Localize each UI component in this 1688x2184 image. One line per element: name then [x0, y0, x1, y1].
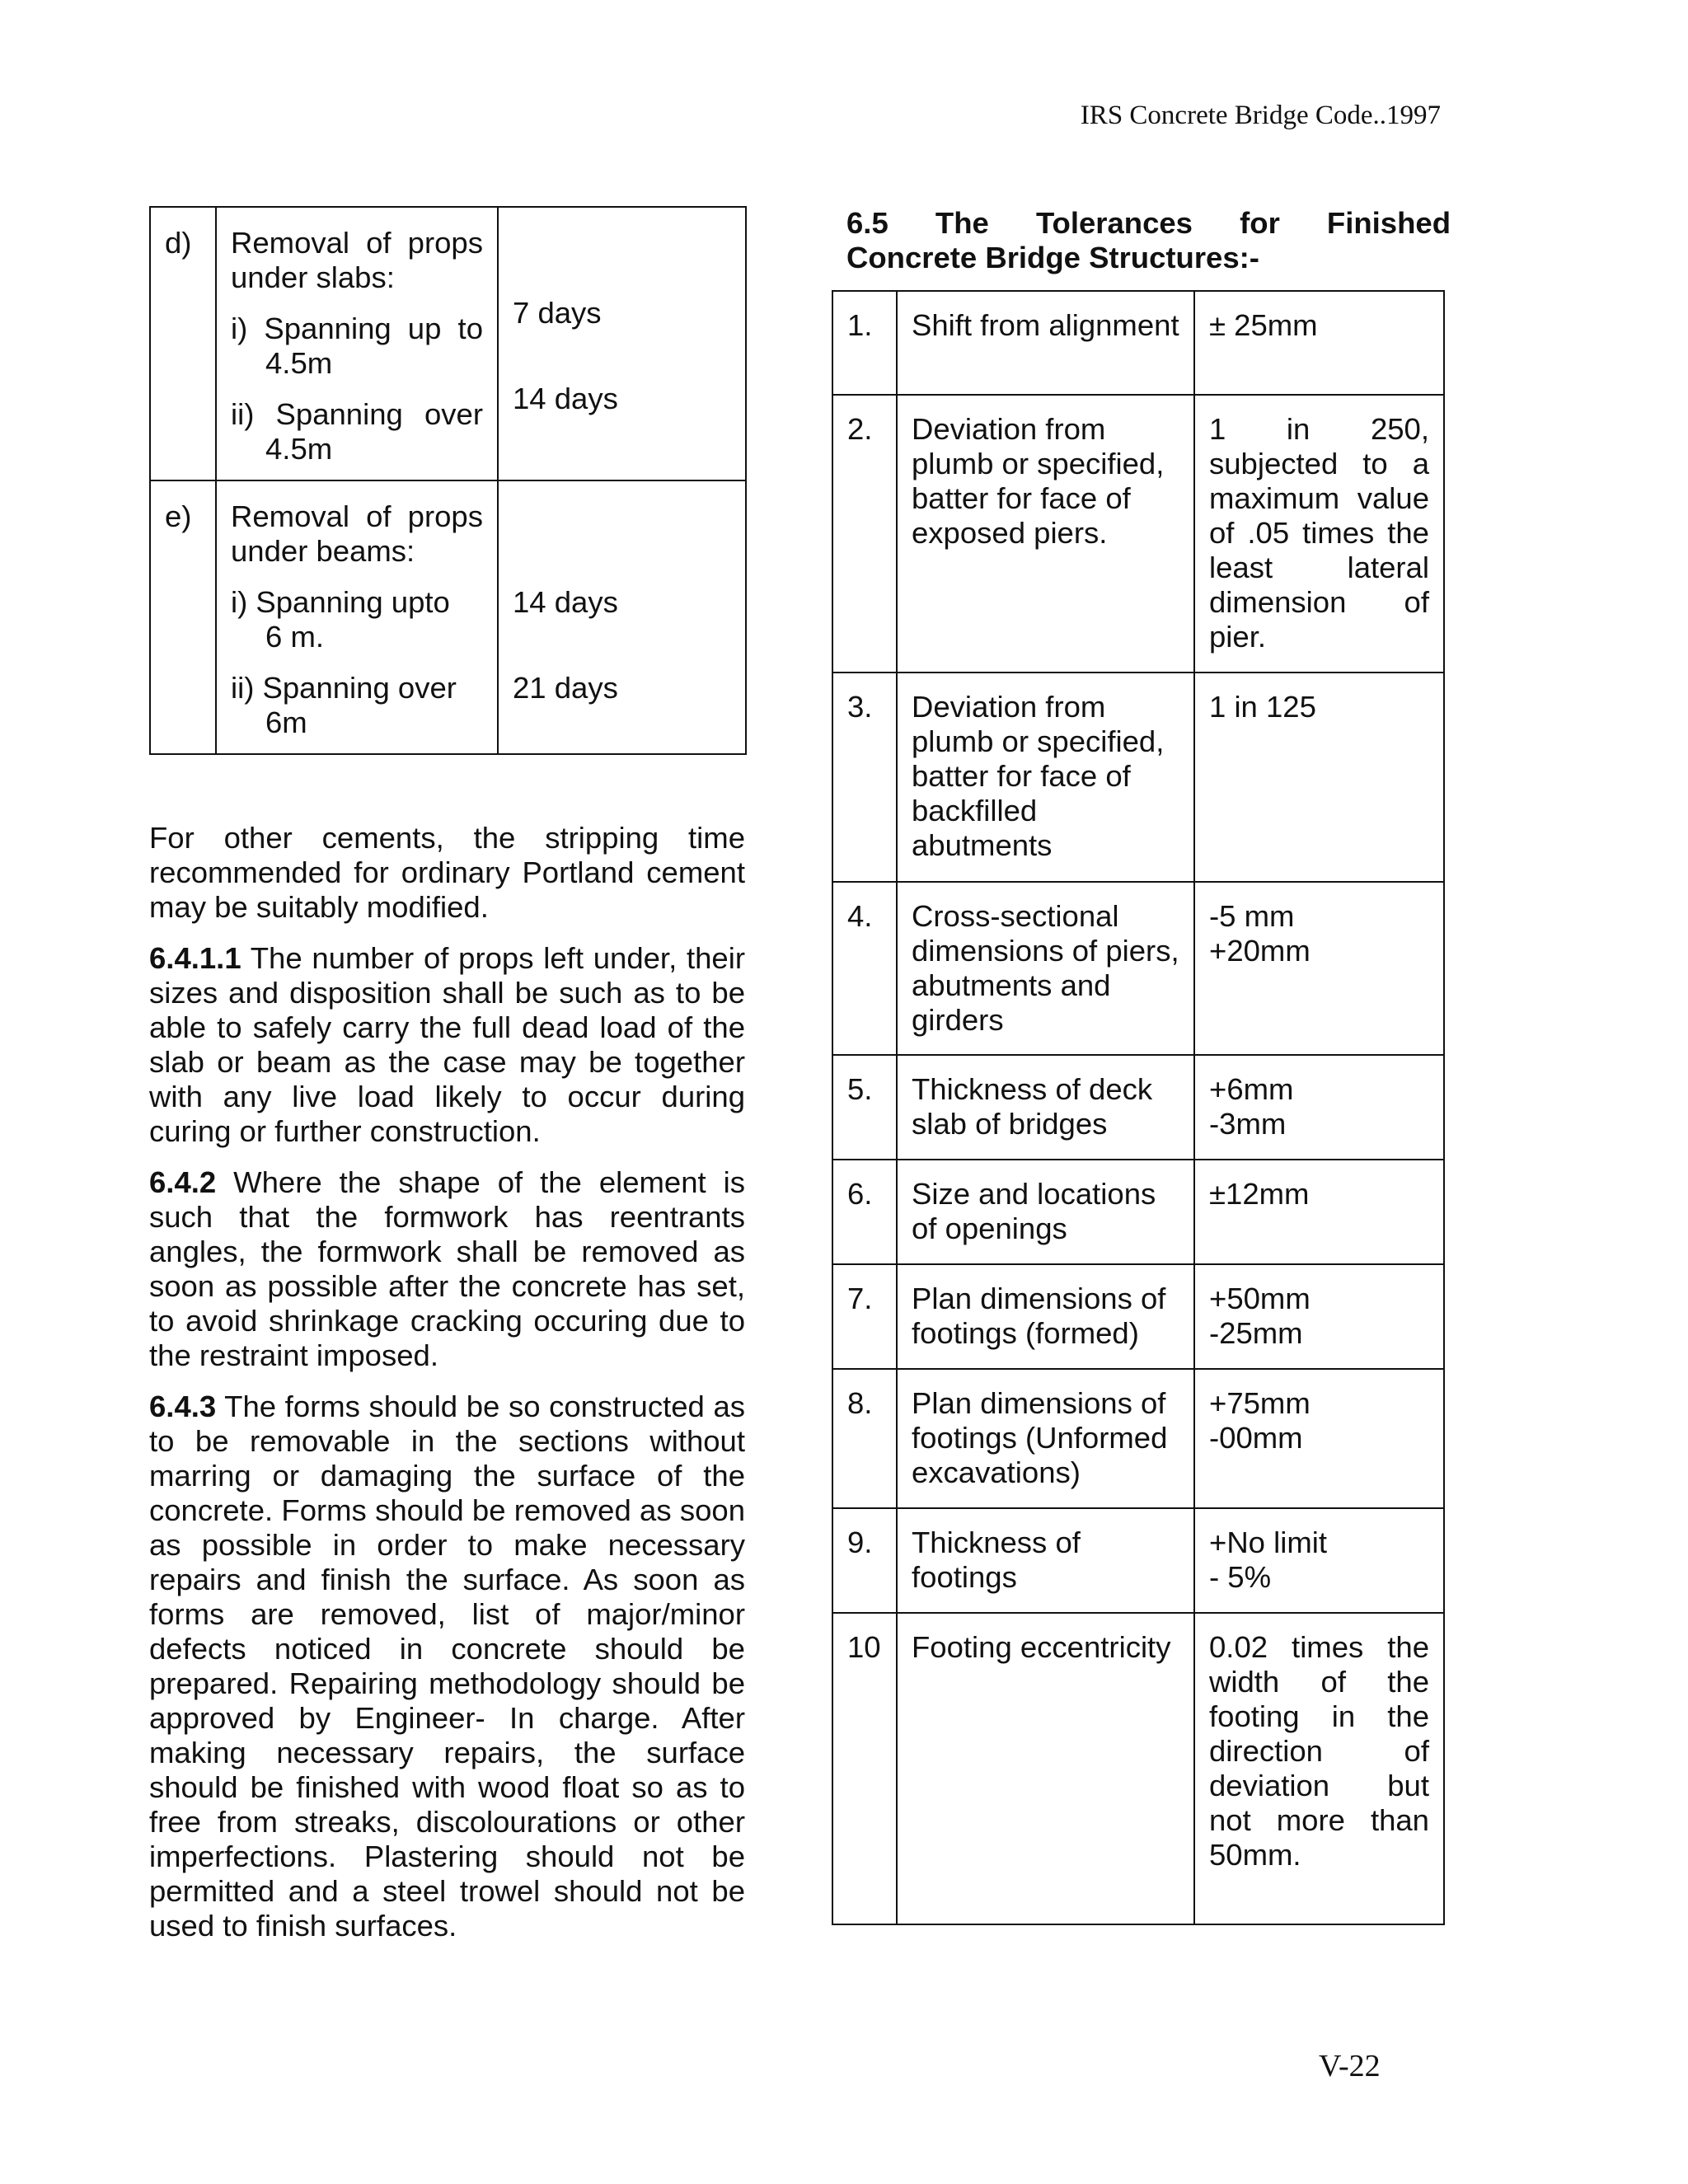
table-row	[832, 395, 1444, 673]
tolerance-item: Cross-sectional dimensions of piers, abutments and girders	[897, 882, 1194, 1055]
row-heading-line: Removal of props	[231, 226, 483, 260]
tolerance-value: +75mm -00mm	[1194, 1369, 1444, 1508]
tolerance-number: 1.	[832, 291, 897, 395]
row-heading-line: under beams:	[231, 534, 415, 568]
row-times	[498, 207, 746, 480]
section-heading-6-5	[846, 206, 1451, 275]
section-heading-line: 6.5 The Tolerances for Finished	[846, 206, 1451, 240]
tolerance-item: Plan dimensions of footings (formed)	[897, 1264, 1194, 1369]
right-column	[832, 206, 1451, 1925]
tolerance-number: 5.	[832, 1055, 897, 1160]
tolerance-item: Shift from alignment	[897, 291, 1194, 395]
tolerance-number: 8.	[832, 1369, 897, 1508]
table-row	[150, 207, 746, 480]
section-heading-line: Concrete Bridge Structures:-	[846, 241, 1259, 274]
table-row	[832, 1160, 1444, 1264]
table-row	[832, 1613, 1444, 1924]
page-number: V-22	[1319, 2049, 1381, 2083]
tolerance-item: Plan dimensions of footings (Unformed excavations)	[897, 1369, 1194, 1508]
table-row	[832, 1508, 1444, 1613]
sub-item-first-line: i) Spanning up to	[231, 312, 483, 345]
tolerance-number: 3.	[832, 673, 897, 882]
sub-item	[231, 585, 483, 654]
row-heading-line: Removal of props	[231, 499, 483, 533]
tolerance-value: ±12mm	[1194, 1160, 1444, 1264]
running-header: IRS Concrete Bridge Code..1997	[1080, 101, 1441, 130]
sub-item-first-line: ii) Spanning over	[231, 397, 483, 431]
tolerance-number: 9.	[832, 1508, 897, 1613]
table-row	[150, 480, 746, 754]
left-column	[149, 206, 745, 1943]
sub-item-second-line: 4.5m	[265, 432, 333, 466]
tolerance-number: 2.	[832, 395, 897, 673]
row-letter: e)	[150, 480, 216, 754]
tolerances-table	[832, 290, 1445, 1925]
row-times	[498, 480, 746, 754]
table-row	[832, 673, 1444, 882]
tolerance-value: 1 in 125	[1194, 673, 1444, 882]
stripping-time-table	[149, 206, 747, 755]
sub-item-second-line: 4.5m	[265, 346, 333, 380]
sub-item	[231, 312, 483, 381]
sub-item-first-line: i) Spanning upto	[231, 585, 450, 619]
clause-number: 6.4.3	[149, 1390, 217, 1423]
tolerance-number: 10	[832, 1613, 897, 1924]
sub-item	[231, 671, 483, 740]
row-description	[216, 480, 498, 754]
tolerance-number: 6.	[832, 1160, 897, 1264]
clause-6-4-1-1	[149, 941, 745, 1149]
row-heading-line: under slabs:	[231, 260, 395, 294]
sub-item-second-line: 6m	[265, 705, 307, 739]
table-row	[832, 1264, 1444, 1369]
tolerance-item: Footing eccentricity	[897, 1613, 1194, 1924]
tolerance-value: 1 in 250, subjected to a maximum value of .05 times the least lateral dimension of pier.	[1194, 395, 1444, 673]
tolerance-item: Thickness of deck slab of bridges	[897, 1055, 1194, 1160]
clause-number: 6.4.2	[149, 1165, 217, 1199]
clause-text: The forms should be so constructed as to be removable in the sections without marring or damaging the surface of the concrete. Forms should be removed as soon as possible in order to make necessary repairs and finish the surface. As soon as forms are removed, list of major/minor defects noticed in concrete should be prepared. Repairing methodology should be approved by Engineer- In charge. After making necessary repairs, the surface should be finished with wood float so as to free from streaks, discolourations or other imperfections. Plastering should not be permitted and a steel trowel should not be used to finish surfaces.	[149, 1390, 745, 1943]
row-description	[216, 207, 498, 480]
stripping-time: 14 days	[513, 382, 618, 415]
paragraph-other-cements: For other cements, the stripping time recommended for ordinary Portland cement may be suitably modified.	[149, 821, 745, 924]
tolerance-item: Thickness of footings	[897, 1508, 1194, 1613]
clause-number: 6.4.1.1	[149, 941, 241, 975]
clause-6-4-2	[149, 1165, 745, 1373]
tolerance-value: +50mm -25mm	[1194, 1264, 1444, 1369]
stripping-time: 7 days	[513, 296, 602, 330]
tolerance-number: 7.	[832, 1264, 897, 1369]
tolerance-value: ± 25mm	[1194, 291, 1444, 395]
stripping-time: 21 days	[513, 671, 618, 705]
row-letter: d)	[150, 207, 216, 480]
sub-item-second-line: 6 m.	[265, 620, 324, 654]
tolerance-item: Deviation from plumb or specified, batter for face of exposed piers.	[897, 395, 1194, 673]
stripping-time: 14 days	[513, 585, 618, 619]
table-row	[832, 1055, 1444, 1160]
table-row	[832, 882, 1444, 1055]
sub-item-first-line: ii) Spanning over	[231, 671, 457, 705]
tolerance-value: +6mm -3mm	[1194, 1055, 1444, 1160]
clause-text: Where the shape of the element is such that the formwork has reentrants angles, the formwork shall be removed as soon as possible after the concrete has set, to avoid shrinkage cracking occuring due to the restraint imposed.	[149, 1165, 745, 1372]
clause-text: The number of props left under, their sizes and disposition shall be such as to be able to safely carry the full dead load of the slab or beam as the case may be together with any live load likely to occur during curing or further construction.	[149, 941, 745, 1148]
tolerance-value: -5 mm +20mm	[1194, 882, 1444, 1055]
tolerance-number: 4.	[832, 882, 897, 1055]
tolerance-item: Size and locations of openings	[897, 1160, 1194, 1264]
clause-6-4-3	[149, 1390, 745, 1943]
tolerance-value: 0.02 times the width of the footing in the direction of deviation but not more than 50mm.	[1194, 1613, 1444, 1924]
table-row	[832, 1369, 1444, 1508]
sub-item	[231, 397, 483, 466]
tolerance-item: Deviation from plumb or specified, batter for face of backfilled abutments	[897, 673, 1194, 882]
table-row	[832, 291, 1444, 395]
tolerance-value: +No limit - 5%	[1194, 1508, 1444, 1613]
